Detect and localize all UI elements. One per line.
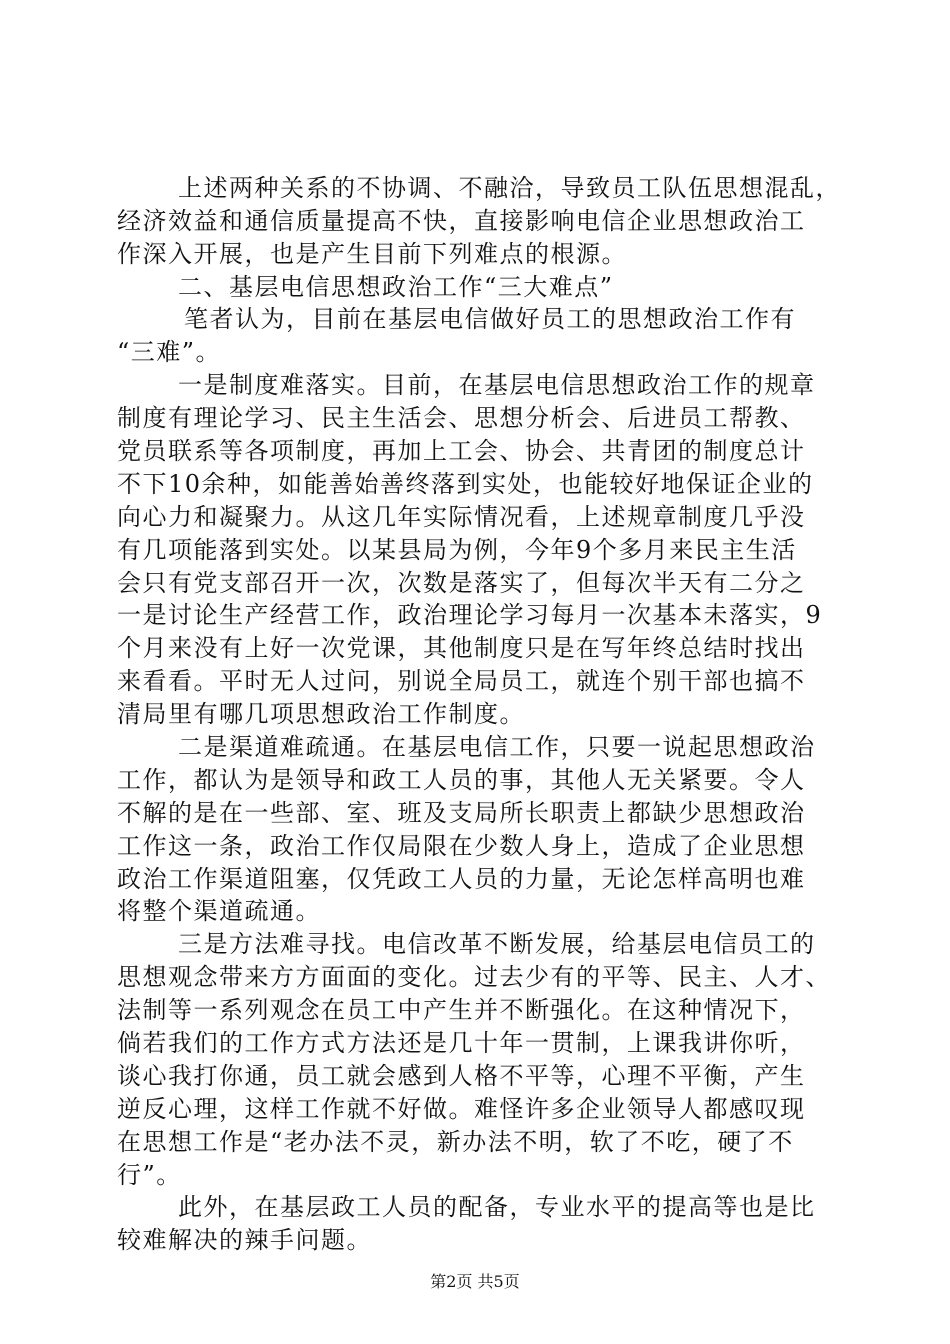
paragraph-line: 逆反心理，这样工作就不好做。难怪许多企业领导人都感叹现 [117,1095,806,1123]
paragraph-line: 倘若我们的工作方式方法还是几十年一贯制，上课我讲你听， [117,1029,806,1057]
page-number-footer: 第2页 共5页 [430,1272,520,1291]
paragraph-line: 三是方法难寻找。电信改革不断发展，给基层电信员工的 [178,930,816,958]
paragraph-line: 工作，都认为是领导和政工人员的事，其他人无关紧要。令人 [117,766,806,794]
paragraph-line: 党员联系等各项制度，再加上工会、协会、共青团的制度总计 [117,437,806,465]
paragraph-line: 不下10余种，如能善始善终落到实处，也能较好地保证企业的 [117,470,814,498]
paragraph-line: 会只有党支部召开一次，次数是落实了，但每次半天有二分之 [117,569,806,597]
paragraph-line: 个月来没有上好一次党课，其他制度只是在写年终总结时找出 [117,634,806,662]
paragraph-line: 在思想工作是“老办法不灵，新办法不明，软了不吃，硬了不 [117,1128,794,1156]
paragraph-line: 谈心我打你通，员工就会感到人格不平等，心理不平衡，产生 [117,1062,806,1090]
paragraph-line: 法制等一系列观念在员工中产生并不断强化。在这种情况下， [117,996,806,1024]
paragraph-line: 将整个渠道疏通。 [117,897,321,925]
paragraph-line: 较难解决的辣手问题。 [117,1226,372,1254]
paragraph-line: 上述两种关系的不协调、不融洽，导致员工队伍思想混乱， [178,174,841,202]
paragraph-line: 二是渠道难疏通。在基层电信工作，只要一说起思想政治 [178,733,816,761]
paragraph-line: 向心力和凝聚力。从这几年实际情况看，上述规章制度几乎没 [117,503,806,531]
paragraph-line: 经济效益和通信质量提高不快，直接影响电信企业思想政治工 [117,207,806,235]
paragraph-line: 清局里有哪几项思想政治工作制度。 [117,700,525,728]
section-heading: 二、基层电信思想政治工作“三大难点” [178,273,614,301]
paragraph-line: 有几项能落到实处。以某县局为例，今年9个多月来民主生活 [117,536,797,564]
paragraph-line: 作深入开展，也是产生目前下列难点的根源。 [117,240,627,268]
paragraph-line: 不解的是在一些部、室、班及支局所长职责上都缺少思想政治 [117,799,806,827]
paragraph-line: 政治工作渠道阻塞，仅凭政工人员的力量，无论怎样高明也难 [117,865,806,893]
paragraph-line: 此外，在基层政工人员的配备，专业水平的提高等也是比 [178,1193,816,1221]
paragraph-line: “三难”。 [117,338,222,366]
paragraph-line: 一是制度难落实。目前，在基层电信思想政治工作的规章 [178,371,816,399]
paragraph-line: 笔者认为，目前在基层电信做好员工的思想政治工作有 [184,305,796,333]
paragraph-line: 来看看。平时无人过问，别说全局员工，就连个别干部也搞不 [117,667,806,695]
paragraph-line: 行”。 [117,1161,182,1189]
paragraph-line: 工作这一条，政治工作仅局限在少数人身上，造成了企业思想 [117,832,806,860]
paragraph-line: 思想观念带来方方面面的变化。过去少有的平等、民主、人才、 [117,963,831,991]
paragraph-line: 一是讨论生产经营工作，政治理论学习每月一次基本未落实，9 [117,601,823,629]
paragraph-line: 制度有理论学习、民主生活会、思想分析会、后进员工帮教、 [117,404,806,432]
